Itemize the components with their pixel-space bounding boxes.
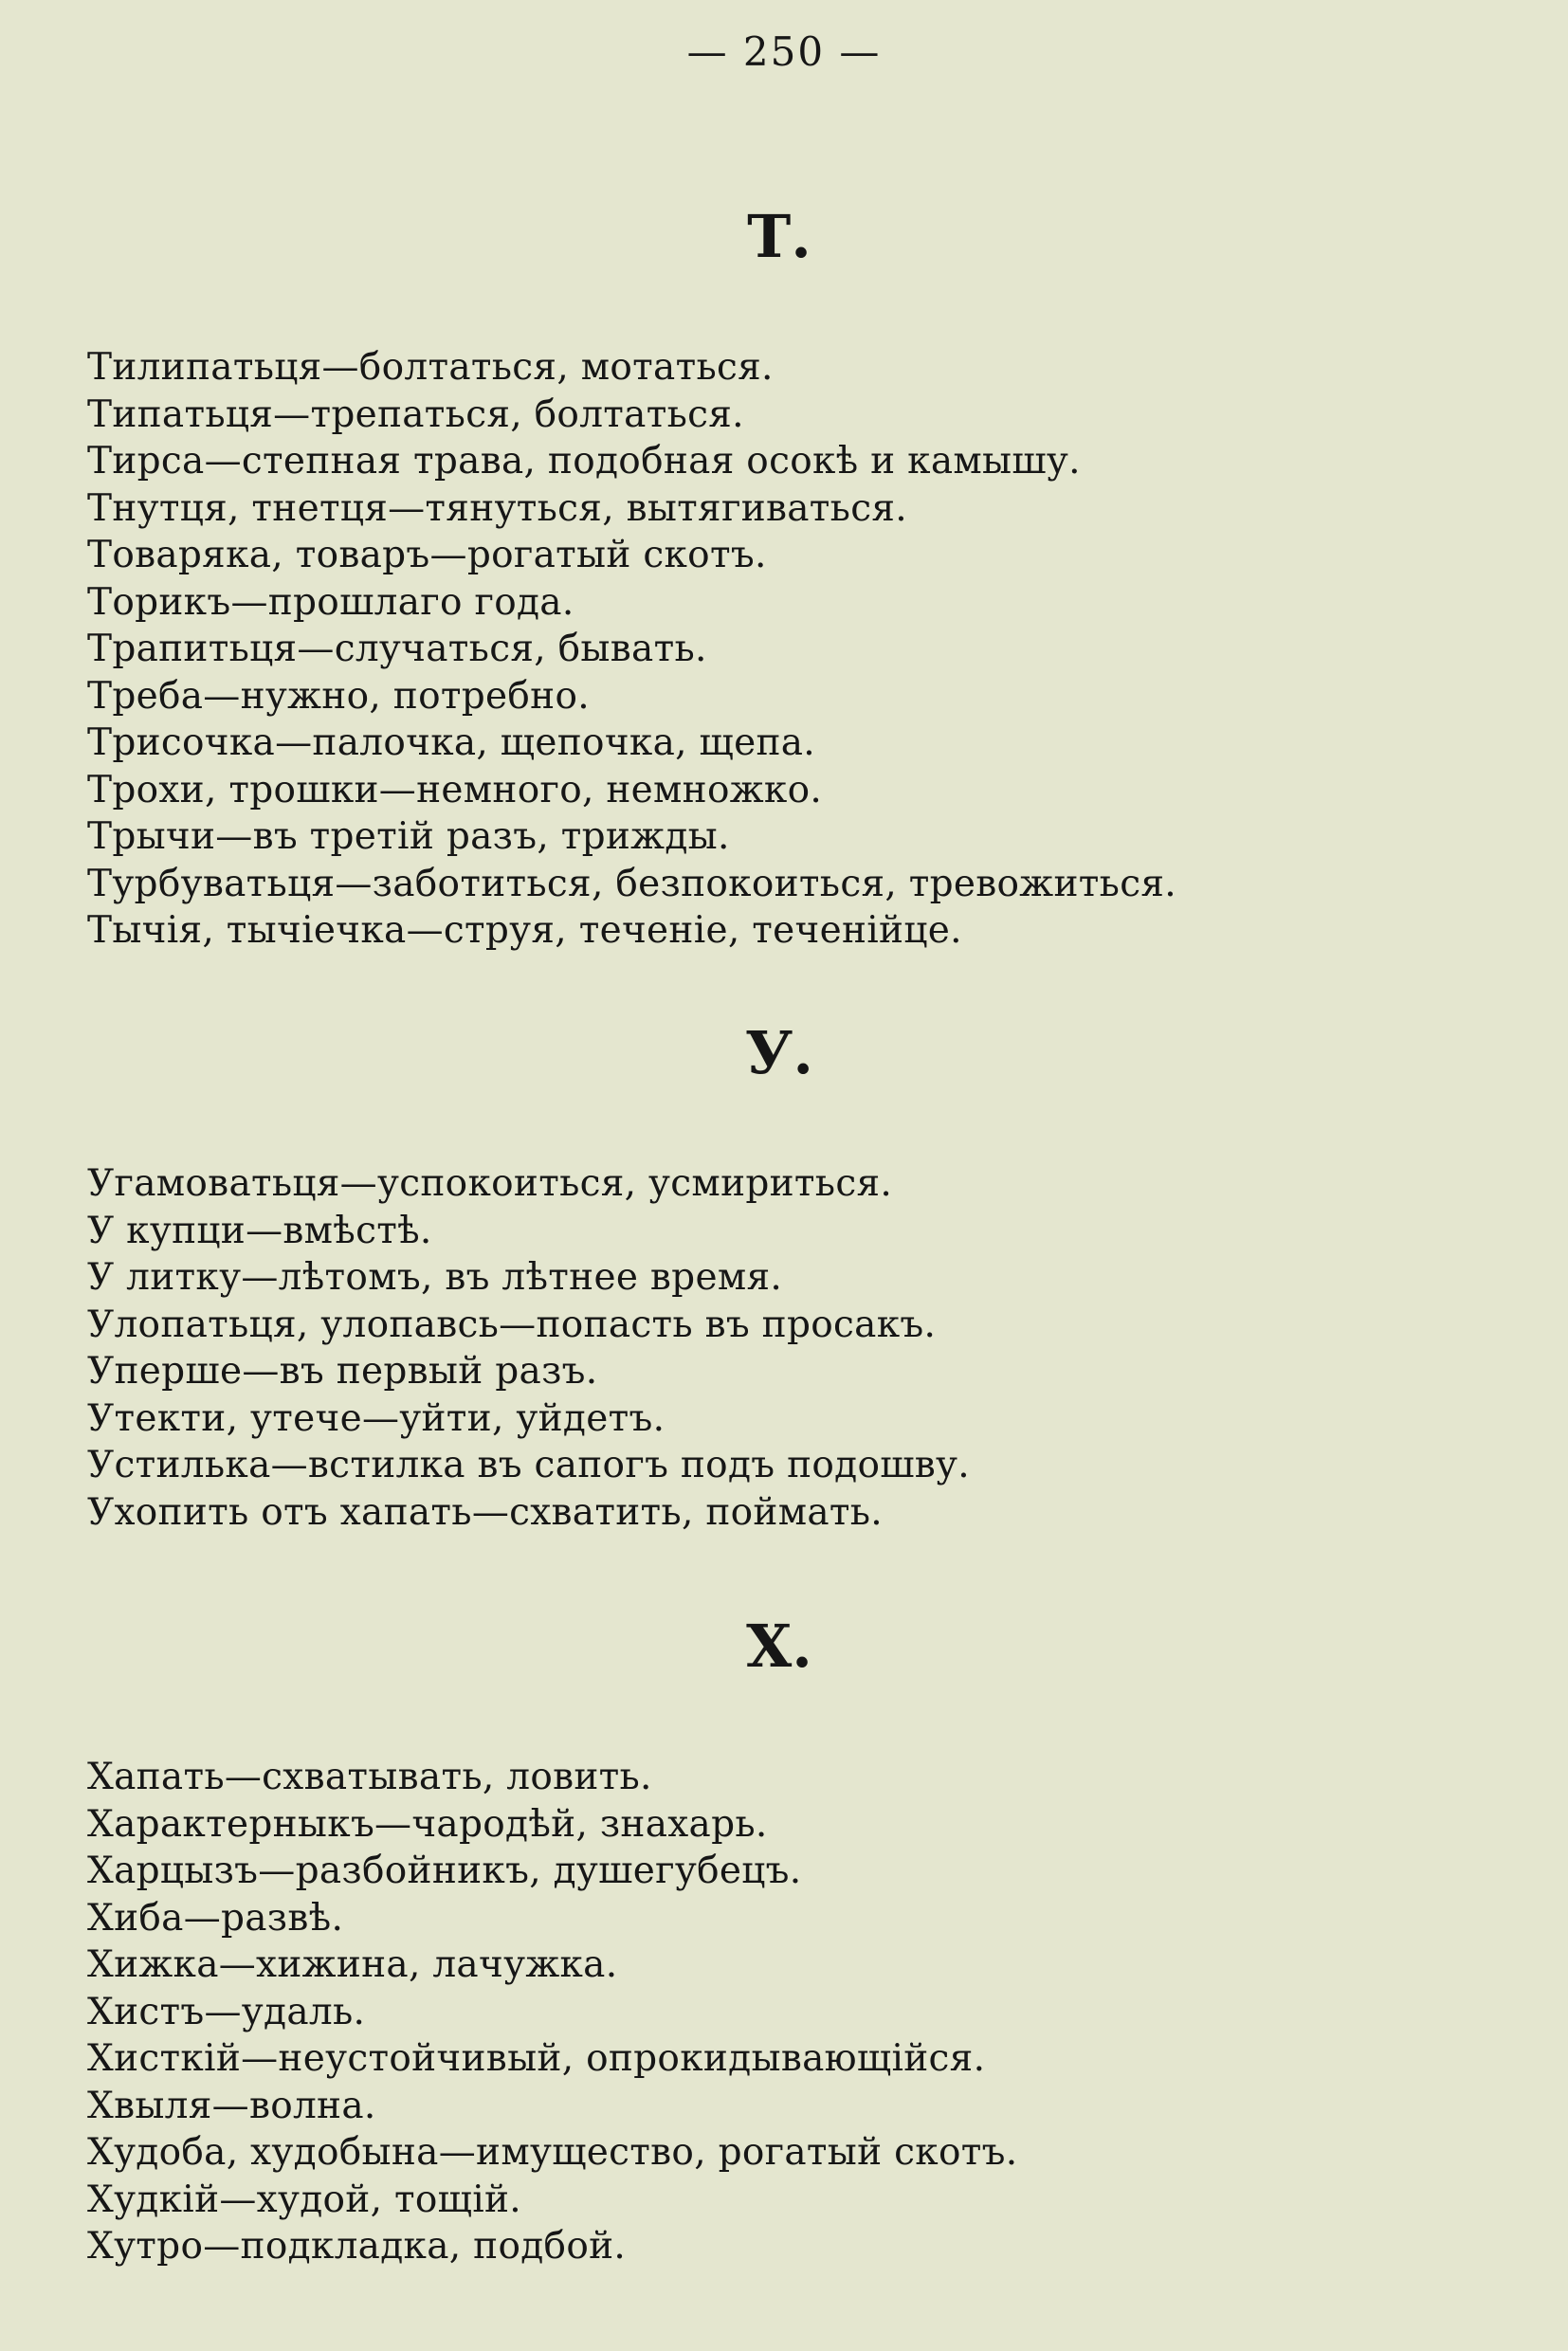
entry: Торикъ—прошлаго года. (87, 580, 574, 624)
entry: Типатьця—трепаться, болтаться. (87, 392, 744, 436)
entry: Ухопить отъ хапать—схватить, поймать. (87, 1490, 883, 1534)
entry: Хиба—развѣ. (87, 1896, 344, 1940)
section-t (87, 194, 1490, 955)
entry: Улопатьця, улопавсь—попасть въ просакъ. (87, 1303, 937, 1346)
entry: Худкій—худой, тощій. (87, 2178, 521, 2221)
entry-list (87, 344, 1490, 955)
entry-list (87, 1754, 1490, 2270)
section-heading: Х. (746, 1612, 812, 1681)
entry: Треба—нужно, потребно. (87, 674, 590, 718)
entry: У литку—лѣтомъ, въ лѣтнее время. (87, 1256, 783, 1299)
entry: Тирса—степная трава, подобная осокѣ и камышу. (87, 440, 1081, 483)
entry: Трычи—въ третій разъ, трижды. (87, 815, 730, 858)
section-heading: У. (745, 1018, 813, 1087)
entry: Тилипатьця—болтаться, мотаться. (87, 346, 774, 389)
entry: Тнутця, тнетця—тянуться, вытягиваться. (87, 486, 907, 530)
entry: Харцызъ—разбойникъ, душегубецъ. (87, 1850, 802, 1892)
entry: Хутро—подкладка, подбой. (87, 2225, 627, 2268)
entry: Характерныкъ—чародѣй, знахарь. (87, 1802, 768, 1846)
entry: Хижка—хижина, лачужка. (87, 1943, 618, 1986)
section-u (87, 1011, 1490, 1536)
section-kh (87, 1604, 1490, 2270)
entry: Товаряка, товаръ—рогатый скотъ. (87, 534, 767, 576)
entry: У купци—вмѣстѣ. (87, 1209, 432, 1252)
entry-list (87, 1160, 1490, 1536)
entry: Хапать—схватывать, ловить. (87, 1756, 652, 1798)
section-heading: Т. (747, 202, 811, 271)
entry: Турбуватьця—заботиться, безпокоиться, тревожиться. (87, 862, 1176, 905)
entry: Устилька—встилка въ сапогъ подъ подошву. (87, 1444, 970, 1486)
entry: Худоба, худобына—имущество, рогатый скотъ. (87, 2131, 1018, 2174)
entry: Утекти, утече—уйти, уйдетъ. (87, 1396, 665, 1440)
entry: Хвыля—волна. (87, 2084, 376, 2127)
page-number: — 250 — (686, 28, 882, 75)
entry: Трохи, трошки—немного, немножко. (87, 768, 823, 811)
entry: Трапитьця—случаться, бывать. (87, 628, 707, 670)
entry: Хисткій—неустойчивый, опрокидывающійся. (87, 2037, 986, 2080)
entry: Тычія, тычіечка—струя, теченіе, теченійце. (87, 909, 962, 952)
entry: Угамоватьця—успокоиться, усмириться. (87, 1162, 893, 1205)
entry: Хистъ—удаль. (87, 1990, 366, 2033)
entry: Трисочка—палочка, щепочка, щепа. (87, 721, 816, 764)
entry: Уперше—въ первый разъ. (87, 1350, 598, 1393)
